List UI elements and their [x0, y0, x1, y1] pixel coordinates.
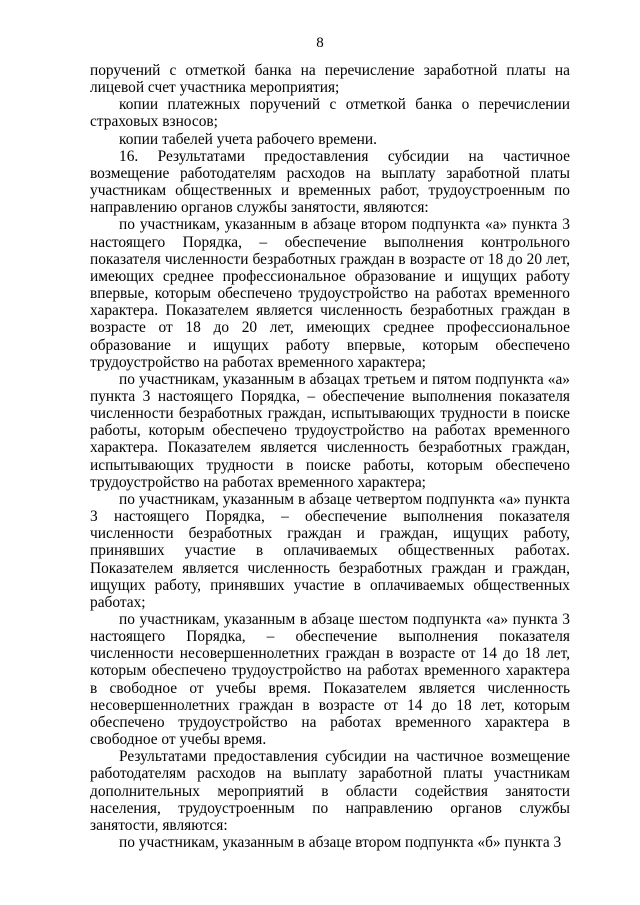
page-number: 8: [316, 35, 324, 51]
paragraph-result-item-4: по участникам, указанным в абзаце шестом подпункта «а» пункта 3 настоящего Порядка, – обеспечение выполнения показателя численности несовершеннолетних граждан в возрасте от 14 до 18 лет, которым обеспечено трудоустройство на работах временного характера в свободное от учебы время. Показателем является численность несовершеннолетних граждан в возрасте от 14 до 18 лет, которым обеспечено трудоустройство на работах временного характера в свободное от учебы время.: [90, 611, 570, 749]
paragraph-clause-16: 16. Результатами предоставления субсидии на частичное возмещение работодателям расходов на выплату заработной платы участникам общественных и временных работ, трудоустроенным по направлению органов службы занятости, являются:: [90, 147, 570, 217]
paragraph-payment-orders-continued: поручений с отметкой банка на перечисление заработной платы на лицевой счет участника мероприятия;: [90, 62, 570, 97]
paragraph-result-item-3: по участникам, указанным в абзаце четвертом подпункта «а» пункта 3 настоящего Порядка, – обеспечение выполнения показателя численности безработных граждан и граждан, ищущих работу, принявших участие в оплачиваемых общественных работах. Показателем является численность безработных граждан и граждан, ищущих работу, принявших участие в оплачиваемых общественных работах;: [90, 490, 570, 611]
paragraph-result-item-5: по участникам, указанным в абзаце втором подпункта «б» пункта 3: [119, 834, 562, 852]
paragraph-result-item-2: по участникам, указанным в абзацах третьем и пятом подпункта «а» пункта 3 настоящего Порядка, – обеспечение выполнения показателя численности безработных граждан, испытывающих трудности в поиске работы, которым обеспечено трудоустройство на работах временного характера. Показателем является численность безработных граждан, испытывающих трудности в поиске работы, которым обеспечено трудоустройство на работах временного характера;: [90, 370, 570, 491]
paragraph-additional-measures-results: Результатами предоставления субсидии на частичное возмещение работодателям расходов на выплату заработной платы участникам дополнительных мероприятий в области содействия занятости населения, трудоустроенным по направлению органов службы занятости, являются:: [90, 748, 570, 834]
paragraph-timesheet-copies: копии табелей учета рабочего времени.: [119, 130, 377, 148]
paragraph-insurance-payment-copies: копии платежных поручений с отметкой банка о перечислении страховых взносов;: [90, 96, 570, 131]
paragraph-result-item-1: по участникам, указанным в абзаце втором подпункта «а» пункта 3 настоящего Порядка, – обеспечение выполнения контрольного показателя численности безработных граждан в возрасте от 18 до 20 лет, имеющих среднее профессиональное образование и ищущих работу впервые, которым обеспечено трудоустройство на работах временного характера. Показателем является численность безработных граждан в возрасте от 18 до 20 лет, имеющих среднее профессиональное образование и ищущих работу впервые, которым обеспечено трудоустройство на работах временного характера;: [90, 216, 570, 371]
document-body: [90, 62, 570, 851]
